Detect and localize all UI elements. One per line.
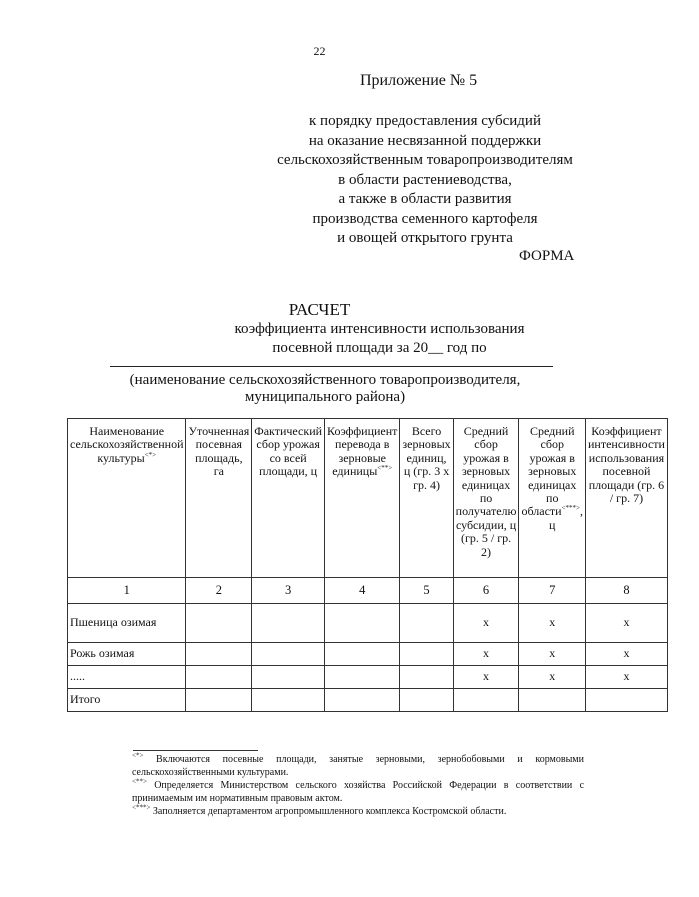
calculation-table — [67, 418, 668, 712]
table-cell — [325, 666, 400, 689]
footnote-mark: <**> — [132, 777, 147, 786]
org-caption — [95, 372, 555, 406]
order-line: на оказание несвязанной поддержки — [308, 132, 542, 149]
document-subtitle — [60, 320, 699, 358]
fill-in-line — [110, 366, 553, 367]
header-grain-units: Всего зерновых единиц, ц (гр. 3 x гр. 4) — [400, 419, 453, 578]
crop-name-cell: Рожь озимая — [68, 643, 186, 666]
table-row — [68, 666, 668, 689]
footnote — [94, 779, 584, 805]
table-cell — [186, 604, 252, 643]
column-number: 5 — [400, 578, 453, 604]
table-cell — [186, 666, 252, 689]
table-row — [68, 604, 668, 643]
table-cell: x — [519, 643, 586, 666]
header-avg-recipient: Средний сбор урожая в зерновых единицах по получателю субсидии, ц (гр. 5 / гр. 2) — [453, 419, 519, 578]
order-line: а также в области развития — [338, 191, 512, 207]
table-cell: x — [453, 604, 519, 643]
header-harvest: Фактический сбор урожая со всей площади, ц — [252, 419, 325, 578]
page-number: 22 — [313, 44, 326, 58]
table-cell — [252, 643, 325, 666]
order-line: сельскохозяйственным товаропроизводителям — [277, 152, 573, 168]
column-number: 1 — [68, 578, 186, 604]
table-cell: x — [585, 604, 667, 643]
footnote — [94, 805, 584, 818]
org-caption-line: муниципального района) — [244, 389, 406, 405]
table-cell — [400, 689, 453, 712]
footnote — [94, 753, 584, 779]
table-cell — [585, 689, 667, 712]
table-cell — [186, 689, 252, 712]
subtitle-line: коэффициента интенсивности использования — [234, 321, 525, 337]
column-number: 4 — [325, 578, 400, 604]
footnote-mark: <*> — [132, 751, 144, 760]
header-avg-region: Средний сбор урожая в зерновых единицах по области<***>, ц — [519, 419, 586, 578]
crop-name-cell: Итого — [68, 689, 186, 712]
header-coefficient: Коэффициент перевода в зерновые единицы<**> — [325, 419, 400, 578]
order-line: к порядку предоставления субсидий — [309, 113, 541, 129]
org-caption-line: (наименование сельскохозяйственного товаропроизводителя, — [129, 372, 521, 388]
table-cell — [400, 666, 453, 689]
order-reference — [200, 112, 650, 249]
form-label: ФОРМА — [519, 248, 575, 264]
column-number: 8 — [585, 578, 667, 604]
column-number: 7 — [519, 578, 586, 604]
table-cell — [519, 689, 586, 712]
table-header-row — [68, 419, 668, 578]
footnote-text: Заполняется департаментом агропромышленного комплекса Костромской области. — [152, 806, 507, 817]
footnote-separator — [133, 750, 258, 751]
appendix-label: Приложение № 5 — [360, 72, 478, 89]
header-intensity: Коэффициент интенсивности использования посевной площади (гр. 6 / гр. 7) — [585, 419, 667, 578]
column-number: 3 — [252, 578, 325, 604]
table-row — [68, 643, 668, 666]
subtitle-line: посевной площади за 20__ год по — [272, 340, 487, 356]
table-cell: x — [519, 666, 586, 689]
table-cell: x — [585, 666, 667, 689]
table-cell — [325, 604, 400, 643]
footnote-mark: <***> — [132, 803, 151, 812]
order-line: и овощей открытого грунта — [337, 230, 513, 246]
table-cell — [400, 643, 453, 666]
table-cell — [252, 689, 325, 712]
header-area: Уточненная посевная площадь, га — [186, 419, 252, 578]
header-crop: Наименование сельскохозяйственной культуры<*> — [68, 419, 186, 578]
footnote-text: Определяется Министерством сельского хозяйства Российской Федерации в соответствии с принимаемым им нормативным правовым актом. — [132, 780, 585, 804]
table-cell — [252, 666, 325, 689]
table-row-total — [68, 689, 668, 712]
table-cell: x — [453, 643, 519, 666]
table-cell — [325, 643, 400, 666]
table-cell — [325, 689, 400, 712]
order-line: производства семенного картофеля — [312, 210, 538, 227]
column-number-row — [68, 578, 668, 604]
table-cell — [252, 604, 325, 643]
table-cell: x — [519, 604, 586, 643]
crop-name-cell: Пшеница озимая — [68, 604, 186, 643]
column-number: 2 — [186, 578, 252, 604]
table-cell — [400, 604, 453, 643]
crop-name-cell: ..... — [68, 666, 186, 689]
document-title: РАСЧЕТ — [288, 300, 351, 319]
table-cell — [453, 689, 519, 712]
footnote-text: Включаются посевные площади, занятые зерновыми, зернобобовыми и кормовыми сельскохозяйственными культурами. — [132, 754, 584, 778]
table-cell: x — [453, 666, 519, 689]
column-number: 6 — [453, 578, 519, 604]
order-line: в области растениеводства, — [338, 171, 512, 188]
table-cell: x — [585, 643, 667, 666]
table-cell — [186, 643, 252, 666]
